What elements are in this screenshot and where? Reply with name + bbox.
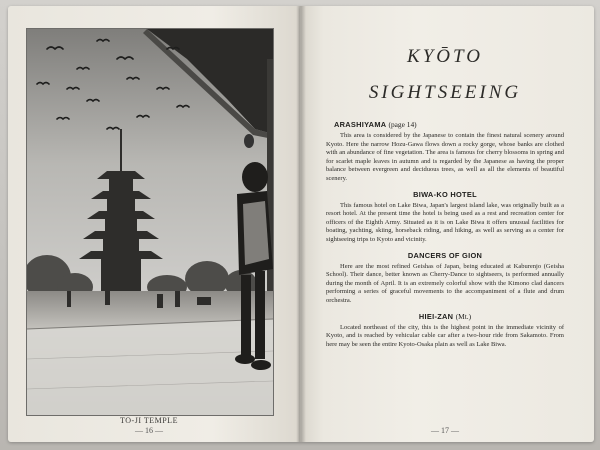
section-heading-biwa-ko-hotel	[326, 190, 564, 199]
book-gutter	[296, 6, 306, 442]
section-heading-note: (Mt.)	[455, 311, 472, 321]
section-heading-text: DANCERS OF GION	[407, 250, 483, 260]
section-heading-text: HIEI-ZAN	[418, 311, 454, 321]
page-title-sightseeing: SIGHTSEEING	[368, 82, 522, 103]
section-heading-arashiyama	[326, 120, 564, 129]
section-heading-text: BIWA-KO HOTEL	[413, 189, 477, 199]
sightseeing-text	[326, 36, 564, 349]
section-body-arashiyama: This area is considered by the Japanese to contain the finest natural scenery around Kyoto. Here the narrow Hozu-Gawa flows down a rocky gorge, whose banks are clothed with an abundance of fine vegetation. The area is famous for cherry blossoms in spring and for scarlet maple leaves in autumn and is regarded by the Japanese as having the proper balance between evergreen and deciduous trees, as well as all the elements of beautiful scenery.	[326, 132, 564, 182]
section-heading-note: (page 14)	[388, 120, 417, 129]
section-heading-dancers-of-gion	[326, 251, 564, 260]
temple-photograph	[26, 28, 274, 416]
right-page-number: — 17 —	[431, 426, 459, 435]
section-heading-hiei-zan	[326, 312, 564, 321]
section-body-hiei-zan: Located northeast of the city, this is the highest point in the immediate vicinity of Kyoto, and is reached by vehicular cable car after a two-hour ride from Sakamoto. From here may be seen the entire Kyoto-Osaka plain as well as Lake Biwa.	[326, 323, 564, 348]
left-page-number: — 16 —	[135, 426, 163, 435]
photo-caption: TO-JI TEMPLE	[120, 416, 178, 425]
section-body-dancers-of-gion: Here are the most refined Geishas of Japan, being educated at Kaburenjo (Geisha School). Their dance, better known as Cherry-Dance to sightseers, is performed annually during the month of April. It is an extremely colorful show with the Kimono clad dancers performing a series of graceful movements to the accompaniment of a flute and drum orchestra.	[326, 262, 564, 304]
photo-artwork	[27, 29, 273, 415]
section-body-biwa-ko-hotel: This famous hotel on Lake Biwa, Japan's largest island lake, was originally built as a resort hotel. At the present time the hotel is being used as a rest and recreation center for officers of the Eighth Army. Situated as it is on Lake Biwa it offers unusual facilities for boating, yachting, skiing, horseback riding, and hiking, as well as serving as a center for sightseeing trips to Kyoto and vicinity.	[326, 201, 564, 243]
page-title-kyoto: KYŌTO	[407, 46, 483, 67]
section-heading-text: ARASHIYAMA	[334, 120, 387, 129]
